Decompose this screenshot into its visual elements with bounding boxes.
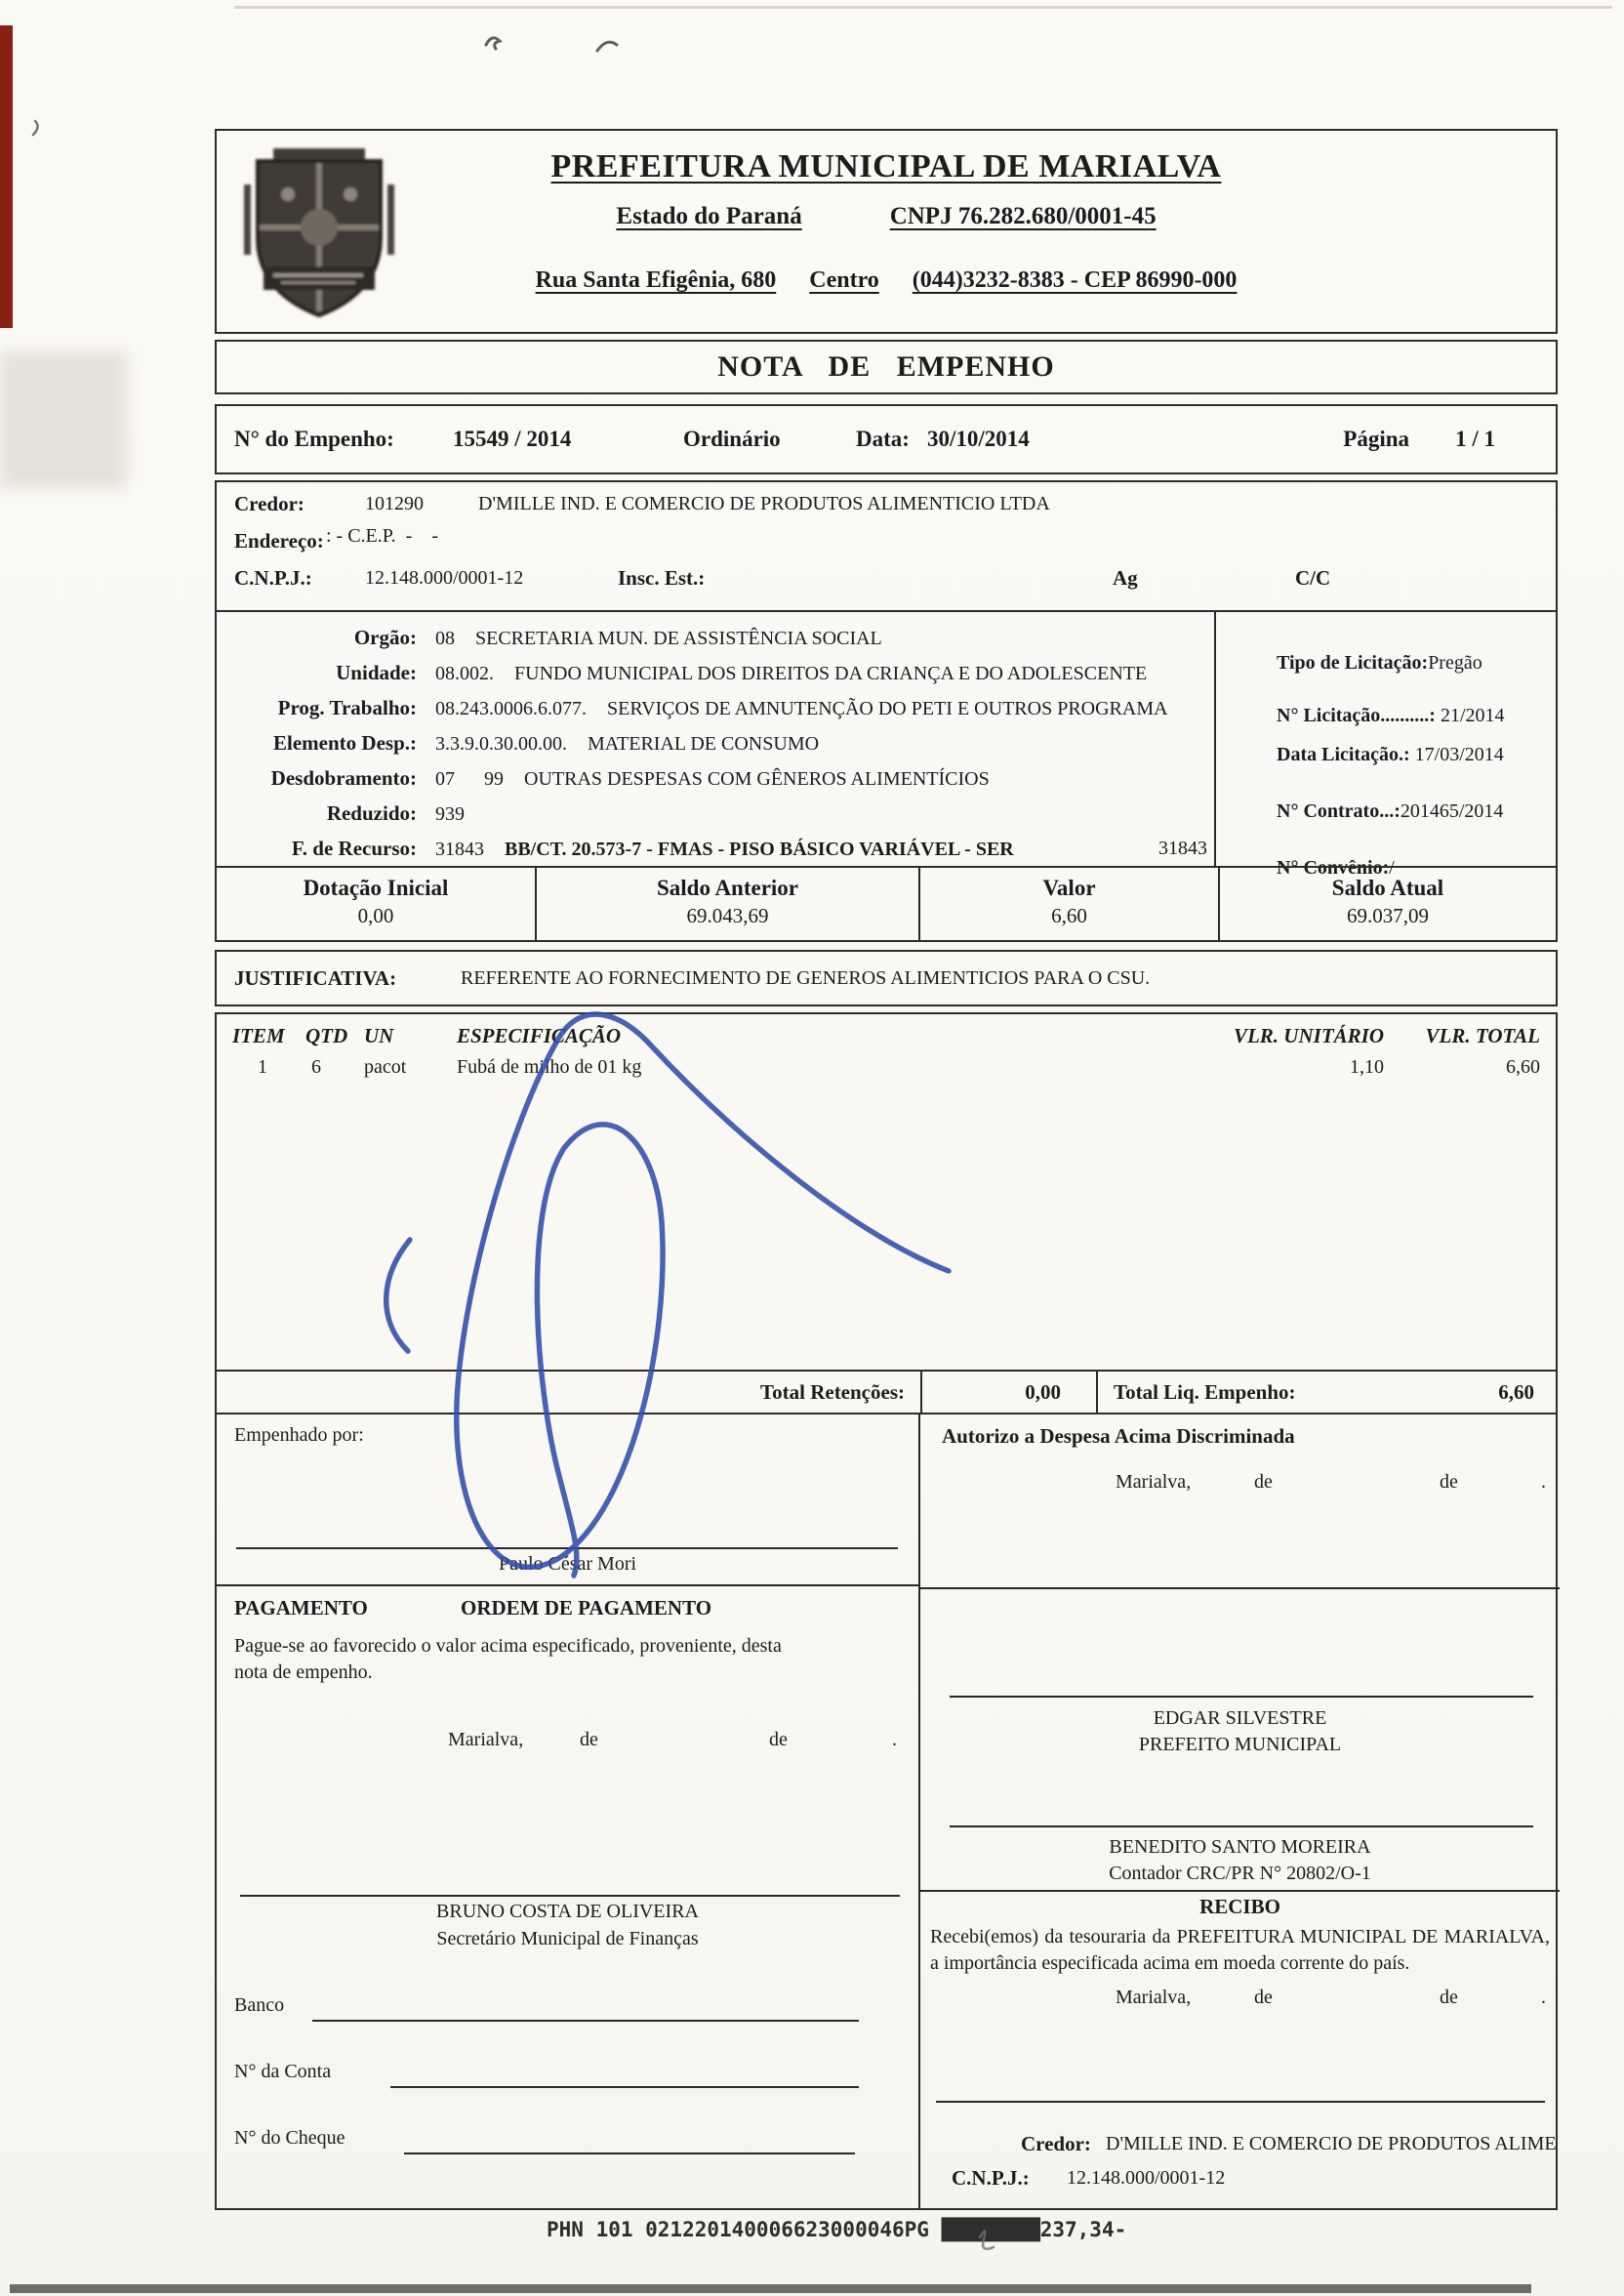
endereco-value: : - C.E.P. - -	[326, 525, 438, 547]
period-mark: .	[1541, 1987, 1546, 2008]
de-word: de	[769, 1729, 788, 1750]
letterhead-line2	[217, 203, 1556, 230]
total-liq-cell	[1098, 1372, 1556, 1413]
budget-code: 07 99	[435, 768, 504, 790]
item-unit-price: 1,10	[1350, 1056, 1384, 1078]
city-name: Marialva,	[1116, 1471, 1192, 1493]
total-liq-value: 6,60	[1498, 1380, 1534, 1404]
accountant-name: BENEDITO SANTO MOREIRA	[1109, 1836, 1371, 1858]
total-retencoes-value: 0,00	[920, 1372, 1098, 1413]
page-label: Página	[1343, 427, 1409, 451]
document-title: NOTA DE EMPENHO	[717, 350, 1055, 383]
budget-section	[215, 610, 1558, 879]
licitacao-panel	[1214, 612, 1556, 879]
saldo-value: 0,00	[357, 904, 394, 927]
pagamento-divider	[217, 1584, 918, 1586]
item-total-price: 6,60	[1506, 1056, 1540, 1078]
nota-de-empenho-document	[215, 129, 1558, 2210]
budget-code: 3.3.9.0.30.00.00.	[435, 733, 567, 755]
insc-est-label: Insc. Est.:	[618, 566, 706, 590]
budget-extra-code: 31843	[1158, 838, 1207, 859]
budget-label: F. de Recurso:	[291, 837, 417, 860]
licitacao-value: /	[1389, 857, 1395, 879]
credor-name: D'MILLE IND. E COMERCIO DE PRODUTOS ALIMENTICIO LTDA	[478, 493, 1050, 514]
recibo-divider	[920, 1890, 1560, 1892]
saldos-table	[215, 866, 1558, 942]
de-word: de	[1440, 1471, 1458, 1493]
saldo-atual	[1220, 868, 1556, 940]
licitacao-label: N° Licitação..........:	[1277, 705, 1436, 726]
empenho-number-label: N° do Empenho:	[234, 427, 394, 451]
scan-smudge	[0, 351, 127, 488]
items-table	[215, 1012, 1558, 1372]
total-retencoes-label: Total Retenções:	[760, 1380, 905, 1404]
budget-desc: BB/CT. 20.573-7 - FMAS - PISO BÁSICO VARIÁVEL - SER	[505, 839, 1014, 860]
accountant-title: Contador CRC/PR N° 20802/O-1	[1109, 1863, 1371, 1884]
recibo-cnpj-label: C.N.P.J.:	[952, 2166, 1030, 2190]
signature-line	[950, 1696, 1533, 1698]
licitacao-value: Pregão	[1428, 652, 1482, 674]
saldo-value: 69.043,69	[686, 904, 769, 927]
secretary-name: BRUNO COSTA DE OLIVEIRA	[436, 1901, 699, 1922]
item-unit: pacot	[364, 1056, 407, 1078]
saldo-anterior	[537, 868, 920, 940]
ordem-pagamento-title: ORDEM DE PAGAMENTO	[461, 1596, 712, 1620]
saldo-valor	[920, 868, 1220, 940]
budget-desc: SERVIÇOS DE AMNUTENÇÃO DO PETI E OUTROS PROGRAMA	[607, 698, 1168, 719]
de-word: de	[1440, 1987, 1458, 2008]
licitacao-label: Data Licitação.:	[1277, 744, 1410, 765]
col-vlr-total: VLR. TOTAL	[1425, 1024, 1540, 1047]
autorizo-divider	[920, 1587, 1560, 1589]
justificativa-label: JUSTIFICATIVA:	[234, 966, 397, 990]
budget-label: Desdobramento:	[270, 766, 417, 790]
signature-line	[936, 2101, 1545, 2103]
cc-label: C/C	[1295, 566, 1331, 590]
saldo-header: Valor	[1042, 876, 1096, 900]
budget-code: 08.243.0006.6.077.	[435, 698, 587, 719]
empenho-number: 15549 / 2014	[453, 427, 572, 451]
de-word: de	[1254, 1471, 1273, 1493]
totals-row	[215, 1370, 1558, 1414]
page-number: 1 / 1	[1455, 427, 1495, 451]
col-qtd: QTD	[305, 1024, 348, 1047]
justificativa-text: REFERENTE AO FORNECIMENTO DE GENEROS ALIMENTICIOS PARA O CSU.	[461, 967, 1151, 989]
saldo-header: Saldo Atual	[1331, 876, 1444, 900]
cnpj-text: CNPJ 76.282.680/0001-45	[889, 203, 1157, 229]
budget-desc: SECRETARIA MUN. DE ASSISTÊNCIA SOCIAL	[475, 628, 882, 649]
secretary-title: Secretário Municipal de Finanças	[436, 1928, 699, 1949]
licitacao-label: N° Contrato...:	[1277, 800, 1401, 822]
address-text: Rua Santa Efigênia, 680	[535, 267, 777, 293]
de-word: de	[1254, 1987, 1273, 2008]
item-qty: 6	[311, 1056, 321, 1078]
recibo-title: RECIBO	[1199, 1895, 1280, 1918]
licitacao-value: 201465/2014	[1400, 800, 1504, 822]
recibo-cnpj-value: 12.148.000/0001-12	[1067, 2167, 1226, 2189]
budget-label: Prog. Trabalho:	[277, 696, 417, 719]
saldo-header: Dotação Inicial	[303, 876, 449, 900]
city-name: Marialva,	[1116, 1987, 1192, 2008]
empenho-date: 30/10/2014	[927, 427, 1030, 451]
endereco-label: Endereço:	[234, 529, 324, 553]
letterhead-line3	[217, 267, 1556, 294]
signature-line	[240, 1895, 900, 1897]
autorizo-title: Autorizo a Despesa Acima Discriminada	[942, 1424, 1295, 1448]
recibo-credor-value: D'MILLE IND. E COMERCIO DE PRODUTOS ALIME	[1106, 2133, 1557, 2154]
budget-desc: MATERIAL DE CONSUMO	[588, 733, 820, 755]
budget-code: 08	[435, 628, 455, 649]
budget-code: 08.002.	[435, 663, 494, 684]
ag-label: Ag	[1113, 566, 1138, 590]
recibo-text: Recebi(emos) da tesouraria da PREFEITURA MUNICIPAL DE MARIALVA, a importância especificada acima em moeda corrente do país.	[930, 1926, 1550, 1974]
saldo-header: Saldo Anterior	[656, 876, 799, 900]
municipality-title: PREFEITURA MUNICIPAL DE MARIALVA	[550, 148, 1222, 184]
credor-cnpj-label: C.N.P.J.:	[234, 566, 312, 590]
empenhado-por-label: Empenhado por:	[234, 1424, 364, 1446]
cheque-label: N° do Cheque	[234, 2127, 345, 2149]
mayor-title: PREFEITO MUNICIPAL	[1138, 1734, 1342, 1755]
credor-section	[215, 480, 1558, 612]
letterhead	[215, 129, 1558, 334]
dot-matrix-print-line: PHN 101 021220140006623000046PG ████████237,34-	[547, 2218, 1127, 2241]
licitacao-value: 21/2014	[1435, 705, 1505, 726]
col-vlr-unitario: VLR. UNITÁRIO	[1233, 1024, 1384, 1047]
footer-left-column	[217, 1414, 920, 2208]
de-word: de	[580, 1729, 598, 1750]
saldo-value: 6,60	[1051, 904, 1087, 927]
period-mark: .	[1541, 1471, 1546, 1493]
item-number: 1	[258, 1056, 267, 1078]
banco-line	[312, 2020, 859, 2022]
cheque-line	[404, 2152, 855, 2154]
budget-desc: FUNDO MUNICIPAL DOS DIREITOS DA CRIANÇA E DO ADOLESCENTE	[514, 663, 1148, 684]
signatures-section	[215, 1413, 1558, 2210]
banco-label: Banco	[234, 1994, 285, 2016]
budget-code: 939	[435, 803, 465, 825]
credor-cnpj-value: 12.148.000/0001-12	[365, 567, 524, 589]
col-item: ITEM	[232, 1024, 285, 1047]
empenho-header-row	[215, 404, 1558, 474]
empenho-type: Ordinário	[683, 427, 781, 451]
state-text: Estado do Paraná	[616, 203, 802, 229]
credor-code: 101290	[365, 493, 424, 514]
signature-line	[950, 1825, 1533, 1827]
licitacao-label: N° Convênio:	[1277, 857, 1390, 879]
scan-edge-artifact-red	[0, 25, 13, 328]
period-mark: .	[892, 1729, 897, 1750]
items-header-row	[217, 1014, 1556, 1048]
justificativa-section	[215, 950, 1558, 1006]
footer-right-column	[920, 1414, 1556, 2208]
saldo-dotacao	[217, 868, 537, 940]
budget-label: Reduzido:	[326, 801, 417, 825]
budget-label: Elemento Desp.:	[273, 731, 417, 755]
conta-line	[390, 2086, 859, 2088]
licitacao-value: 17/03/2014	[1409, 744, 1504, 765]
district-text: Centro	[809, 267, 879, 293]
pagamento-title: PAGAMENTO	[234, 1596, 368, 1620]
scan-edge-artifact-bottom	[10, 2284, 1531, 2293]
empenho-date-label: Data:	[856, 427, 910, 451]
col-un: UN	[364, 1024, 394, 1047]
phone-cep-text: (044)3232-8383 - CEP 86990-000	[912, 267, 1238, 293]
conta-label: N° da Conta	[234, 2061, 332, 2082]
document-title-band	[215, 340, 1558, 394]
total-liq-label: Total Liq. Empenho:	[1114, 1380, 1296, 1404]
city-name: Marialva,	[448, 1729, 524, 1750]
ordem-pagamento-text: Pague-se ao favorecido o valor acima especificado, proveniente, desta nota de empenho.	[234, 1635, 782, 1683]
item-description: Fubá de milho de 01 kg	[457, 1056, 642, 1078]
licitacao-label: Tipo de Licitação:	[1277, 652, 1429, 674]
signature-line	[236, 1547, 898, 1549]
item-row	[217, 1056, 1556, 1079]
signer-name: Paulo César Mori	[498, 1553, 637, 1575]
col-especificacao: ESPECIFICAÇÃO	[457, 1024, 622, 1047]
mayor-name: EDGAR SILVESTRE	[1153, 1707, 1327, 1729]
credor-label: Credor:	[234, 492, 304, 515]
budget-label: Orgão:	[353, 626, 417, 649]
recibo-credor-label: Credor:	[1021, 2132, 1091, 2155]
budget-label: Unidade:	[336, 661, 417, 684]
budget-code: 31843	[435, 839, 484, 860]
budget-desc: OUTRAS DESPESAS COM GÊNEROS ALIMENTÍCIOS	[524, 768, 990, 790]
scan-edge-artifact-top	[234, 6, 1612, 9]
saldo-value: 69.037,09	[1347, 904, 1429, 927]
